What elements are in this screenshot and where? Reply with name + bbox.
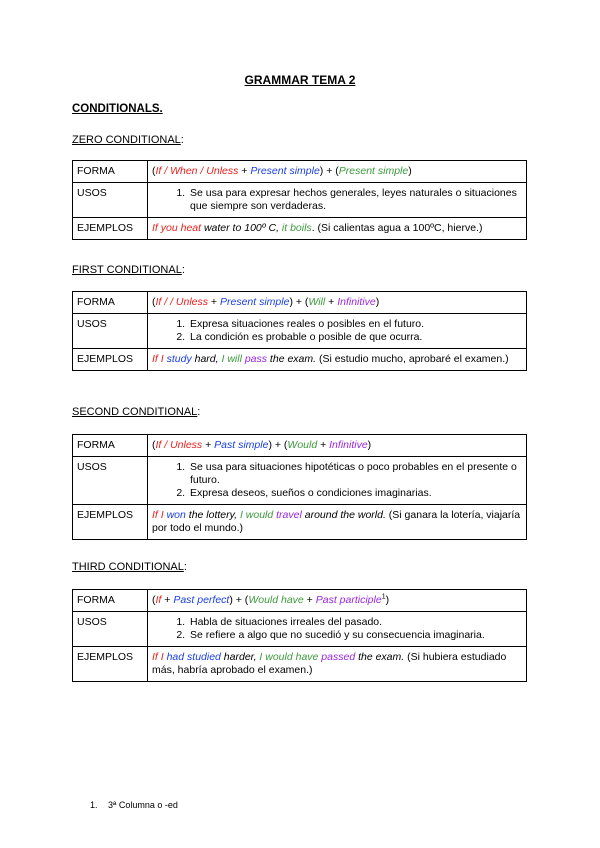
usos-label: USOS: [73, 183, 148, 218]
page-title: GRAMMAR TEMA 2: [244, 73, 356, 87]
third-conditional-table: [72, 589, 527, 682]
footnote-ref: 1: [381, 593, 386, 601]
ejemplos-label: EJEMPLOS: [73, 349, 148, 371]
section-heading: CONDITIONALS.: [72, 103, 163, 115]
forma-label: FORMA: [73, 292, 148, 314]
ejemplos-row: [73, 349, 527, 371]
usos-cell: [148, 457, 527, 505]
usos-label: USOS: [73, 314, 148, 349]
ejemplos-cell: If you heat water to 100º C, it boils. (Si calientas agua a 100ºC, hierve.): [148, 218, 527, 240]
usos-row: [73, 314, 527, 349]
ejemplos-row: [73, 505, 527, 540]
forma-label: FORMA: [73, 435, 148, 457]
ejemplos-label: EJEMPLOS: [73, 505, 148, 540]
zero-conditional-heading: ZERO CONDITIONAL:: [72, 134, 184, 146]
ejemplos-row: [73, 647, 527, 682]
list-item: 1. Se usa para expresar hechos generales, leyes naturales o situaciones que siempre son verdaderas.: [188, 187, 521, 213]
ejemplos-cell: If I study hard, I will pass the exam. (Si estudio mucho, aprobaré el examen.): [148, 349, 527, 371]
forma-row: [73, 292, 527, 314]
list-item: 1. Expresa situaciones reales o posibles en el futuro.: [188, 318, 521, 331]
list-item: 1. Habla de situaciones irreales del pasado.: [188, 616, 521, 629]
forma-label: FORMA: [73, 161, 148, 183]
list-item: 2. La condición es probable o posible de que ocurra.: [188, 331, 521, 344]
forma-label: FORMA: [73, 590, 148, 612]
ejemplos-label: EJEMPLOS: [73, 647, 148, 682]
forma-cell: (If + Past perfect) + (Would have + Past participle$^1$): [148, 590, 527, 612]
forma-cell: (If / / Unless + Present simple) + (Will + Infinitive): [148, 292, 527, 314]
usos-label: USOS: [73, 612, 148, 647]
usos-row: [73, 457, 527, 505]
usos-row: [73, 183, 527, 218]
forma-row: [73, 590, 527, 612]
ejemplos-cell: If I had studied harder, I would have passed the exam. (Si hubiera estudiado más, habría aprobado el examen.): [148, 647, 527, 682]
usos-label: USOS: [73, 457, 148, 505]
list-item: 2. Expresa deseos, sueños o condiciones imaginarias.: [188, 487, 521, 500]
forma-cell: (If / Unless + Past simple) + (Would + Infinitive): [148, 435, 527, 457]
second-conditional-table: [72, 434, 527, 540]
usos-cell: [148, 314, 527, 349]
first-conditional-table: [72, 291, 527, 371]
ejemplos-label: EJEMPLOS: [73, 218, 148, 240]
forma-cell: (If / When / Unless + Present simple) + (Present simple): [148, 161, 527, 183]
first-conditional-heading: FIRST CONDITIONAL:: [72, 264, 185, 276]
usos-cell: [148, 612, 527, 647]
second-conditional-heading: SECOND CONDITIONAL:: [72, 406, 201, 418]
footnote: 1. 3ª Columna o -ed: [90, 800, 178, 810]
zero-conditional-table: [72, 160, 527, 240]
usos-row: [73, 612, 527, 647]
third-conditional-heading: THIRD CONDITIONAL:: [72, 561, 187, 573]
usos-cell: [148, 183, 527, 218]
list-item: 1. Se usa para situaciones hipotéticas o poco probables en el presente o futuro.: [188, 461, 521, 487]
ejemplos-cell: If I won the lottery, I would travel around the world. (Si ganara la lotería, viajaría por todo el mundo.): [148, 505, 527, 540]
forma-row: [73, 435, 527, 457]
ejemplos-row: [73, 218, 527, 240]
list-item: 2. Se refiere a algo que no sucedió y su consecuencia imaginaria.: [188, 629, 521, 642]
forma-row: [73, 161, 527, 183]
